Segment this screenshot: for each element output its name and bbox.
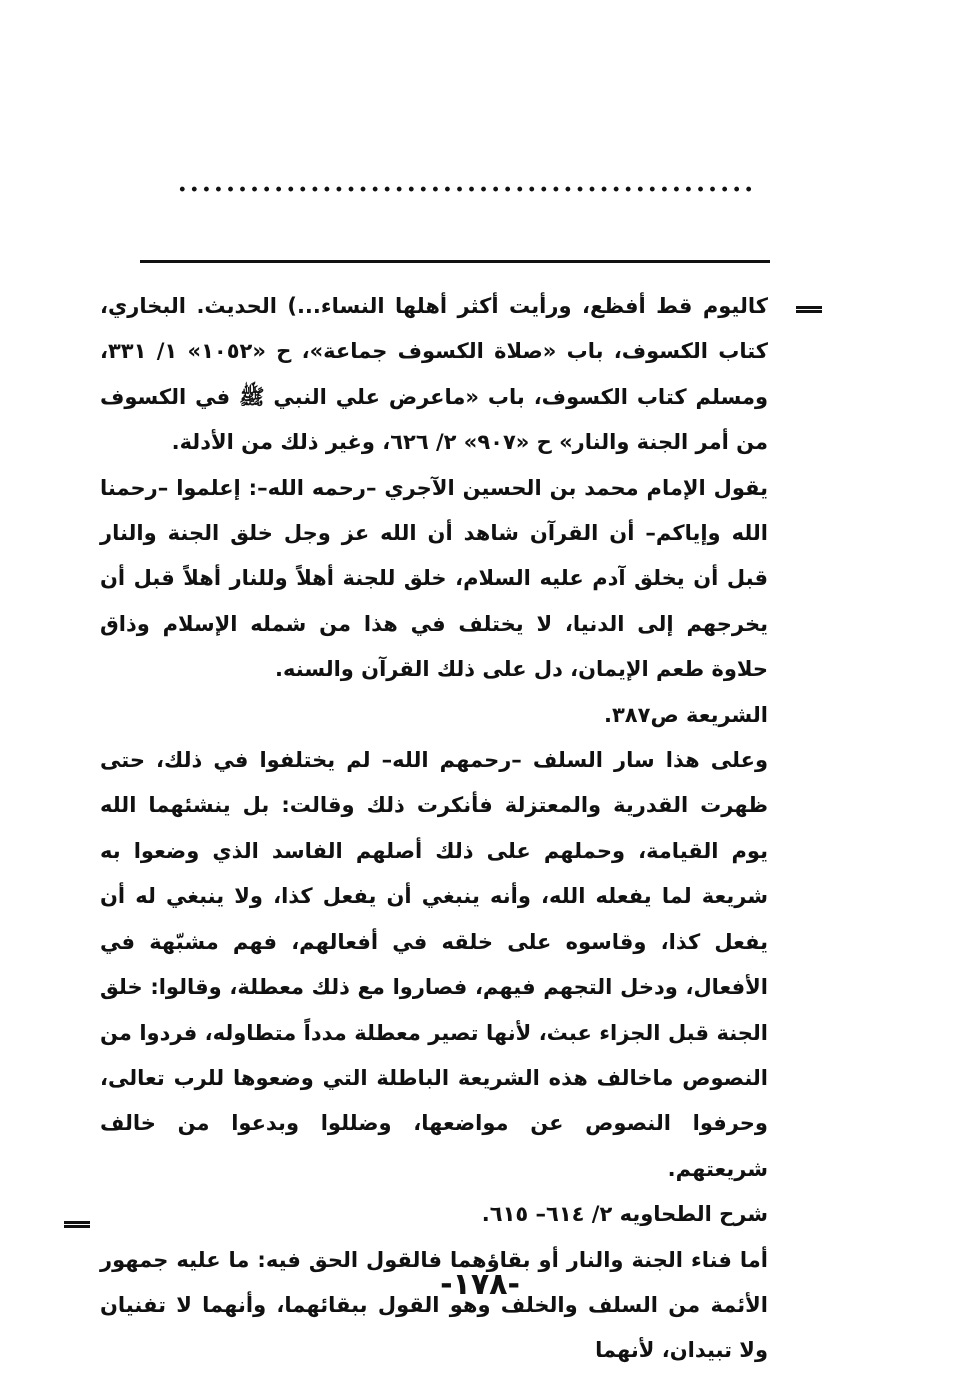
paragraph-salaf: وعلى هذا سار السلف –رحمهم الله– لم يختلفوا في ذلك، حتى ظهرت القدرية والمعتزلة فأنكرت ذلك وقالت: بل ينشئهما الله يوم القيامة، وحملهم على ذلك أصلهم الفاسد الذي وضعوا به شريعة لما يفعله الله، وأنه ينبغي أن يفعل كذا، ولا ينبغي له أن يفعل كذا، وقاسوه على خلقه في أفعالهم، فهم مشبّهة في الأفعال، ودخل التجهم فيهم، فصاروا مع ذلك معطلة، وقالوا: خلق الجنة قبل الجزاء عبث، لأنها تصير معطلة مدداً متطاوله، فردوا من النصوص ماخالف هذه الشريعة الباطلة التي وضعوها للرب تعالى، وحرفوا النصوص عن مواضعها، وضللوا وبدعوا من خالف شريعتهم. bbox=[100, 748, 768, 1181]
continuation-mark-bottom bbox=[64, 1221, 90, 1228]
continuation-mark-top bbox=[796, 306, 822, 313]
footnote-rule bbox=[140, 260, 770, 263]
citation-tahawiyya: شرح الطحاويه ٢/ ٦١٤– ٦١٥. bbox=[481, 1202, 768, 1227]
paragraph-fana: أما فناء الجنة والنار أو بقاؤهما فالقول الحق فيه: ما عليه جمهور الأئمة من السلف والخلف وهو القول ببقائهما، وأنهما لا تفنيان ولا تبيدان، لأنهما bbox=[100, 1247, 768, 1363]
body-text bbox=[100, 284, 768, 1374]
dotted-separator: ................................................ bbox=[177, 168, 757, 198]
paragraph-hadith-reference: كاليوم قط أفظع، ورأيت أكثر أهلها النساء...) الحديث. البخاري، كتاب الكسوف، باب «صلاة الكسوف جماعة»، ح «١٠٥٢» ١/ ٣٣١، ومسلم كتاب الكسوف، باب «ماعرض علي النبي ﷺ في الكسوف من أمر الجنة والنار» ح «٩٠٧» ٢/ ٦٢٦، وغير ذلك من الأدلة. bbox=[100, 294, 769, 455]
paragraph-ajurri-quote: يقول الإمام محمد بن الحسين الآجري –رحمه الله–: إعلموا –رحمنا الله وإياكم– أن القرآن شاهد أن الله عز وجل خلق الجنة والنار قبل أن يخلق آدم عليه السلام، خلق للجنة أهلاً وللنار أهلاً قبل أن يخرجهم إلى الدنيا، لا يختلف في هذا من شمله الإسلام وذاق حلاوة طعم الإيمان، دل على ذلك القرآن والسنه. bbox=[100, 475, 768, 682]
page-number: -١٧٨- bbox=[440, 1267, 520, 1302]
citation-sharia: الشريعة ص٣٨٧. bbox=[604, 702, 768, 727]
